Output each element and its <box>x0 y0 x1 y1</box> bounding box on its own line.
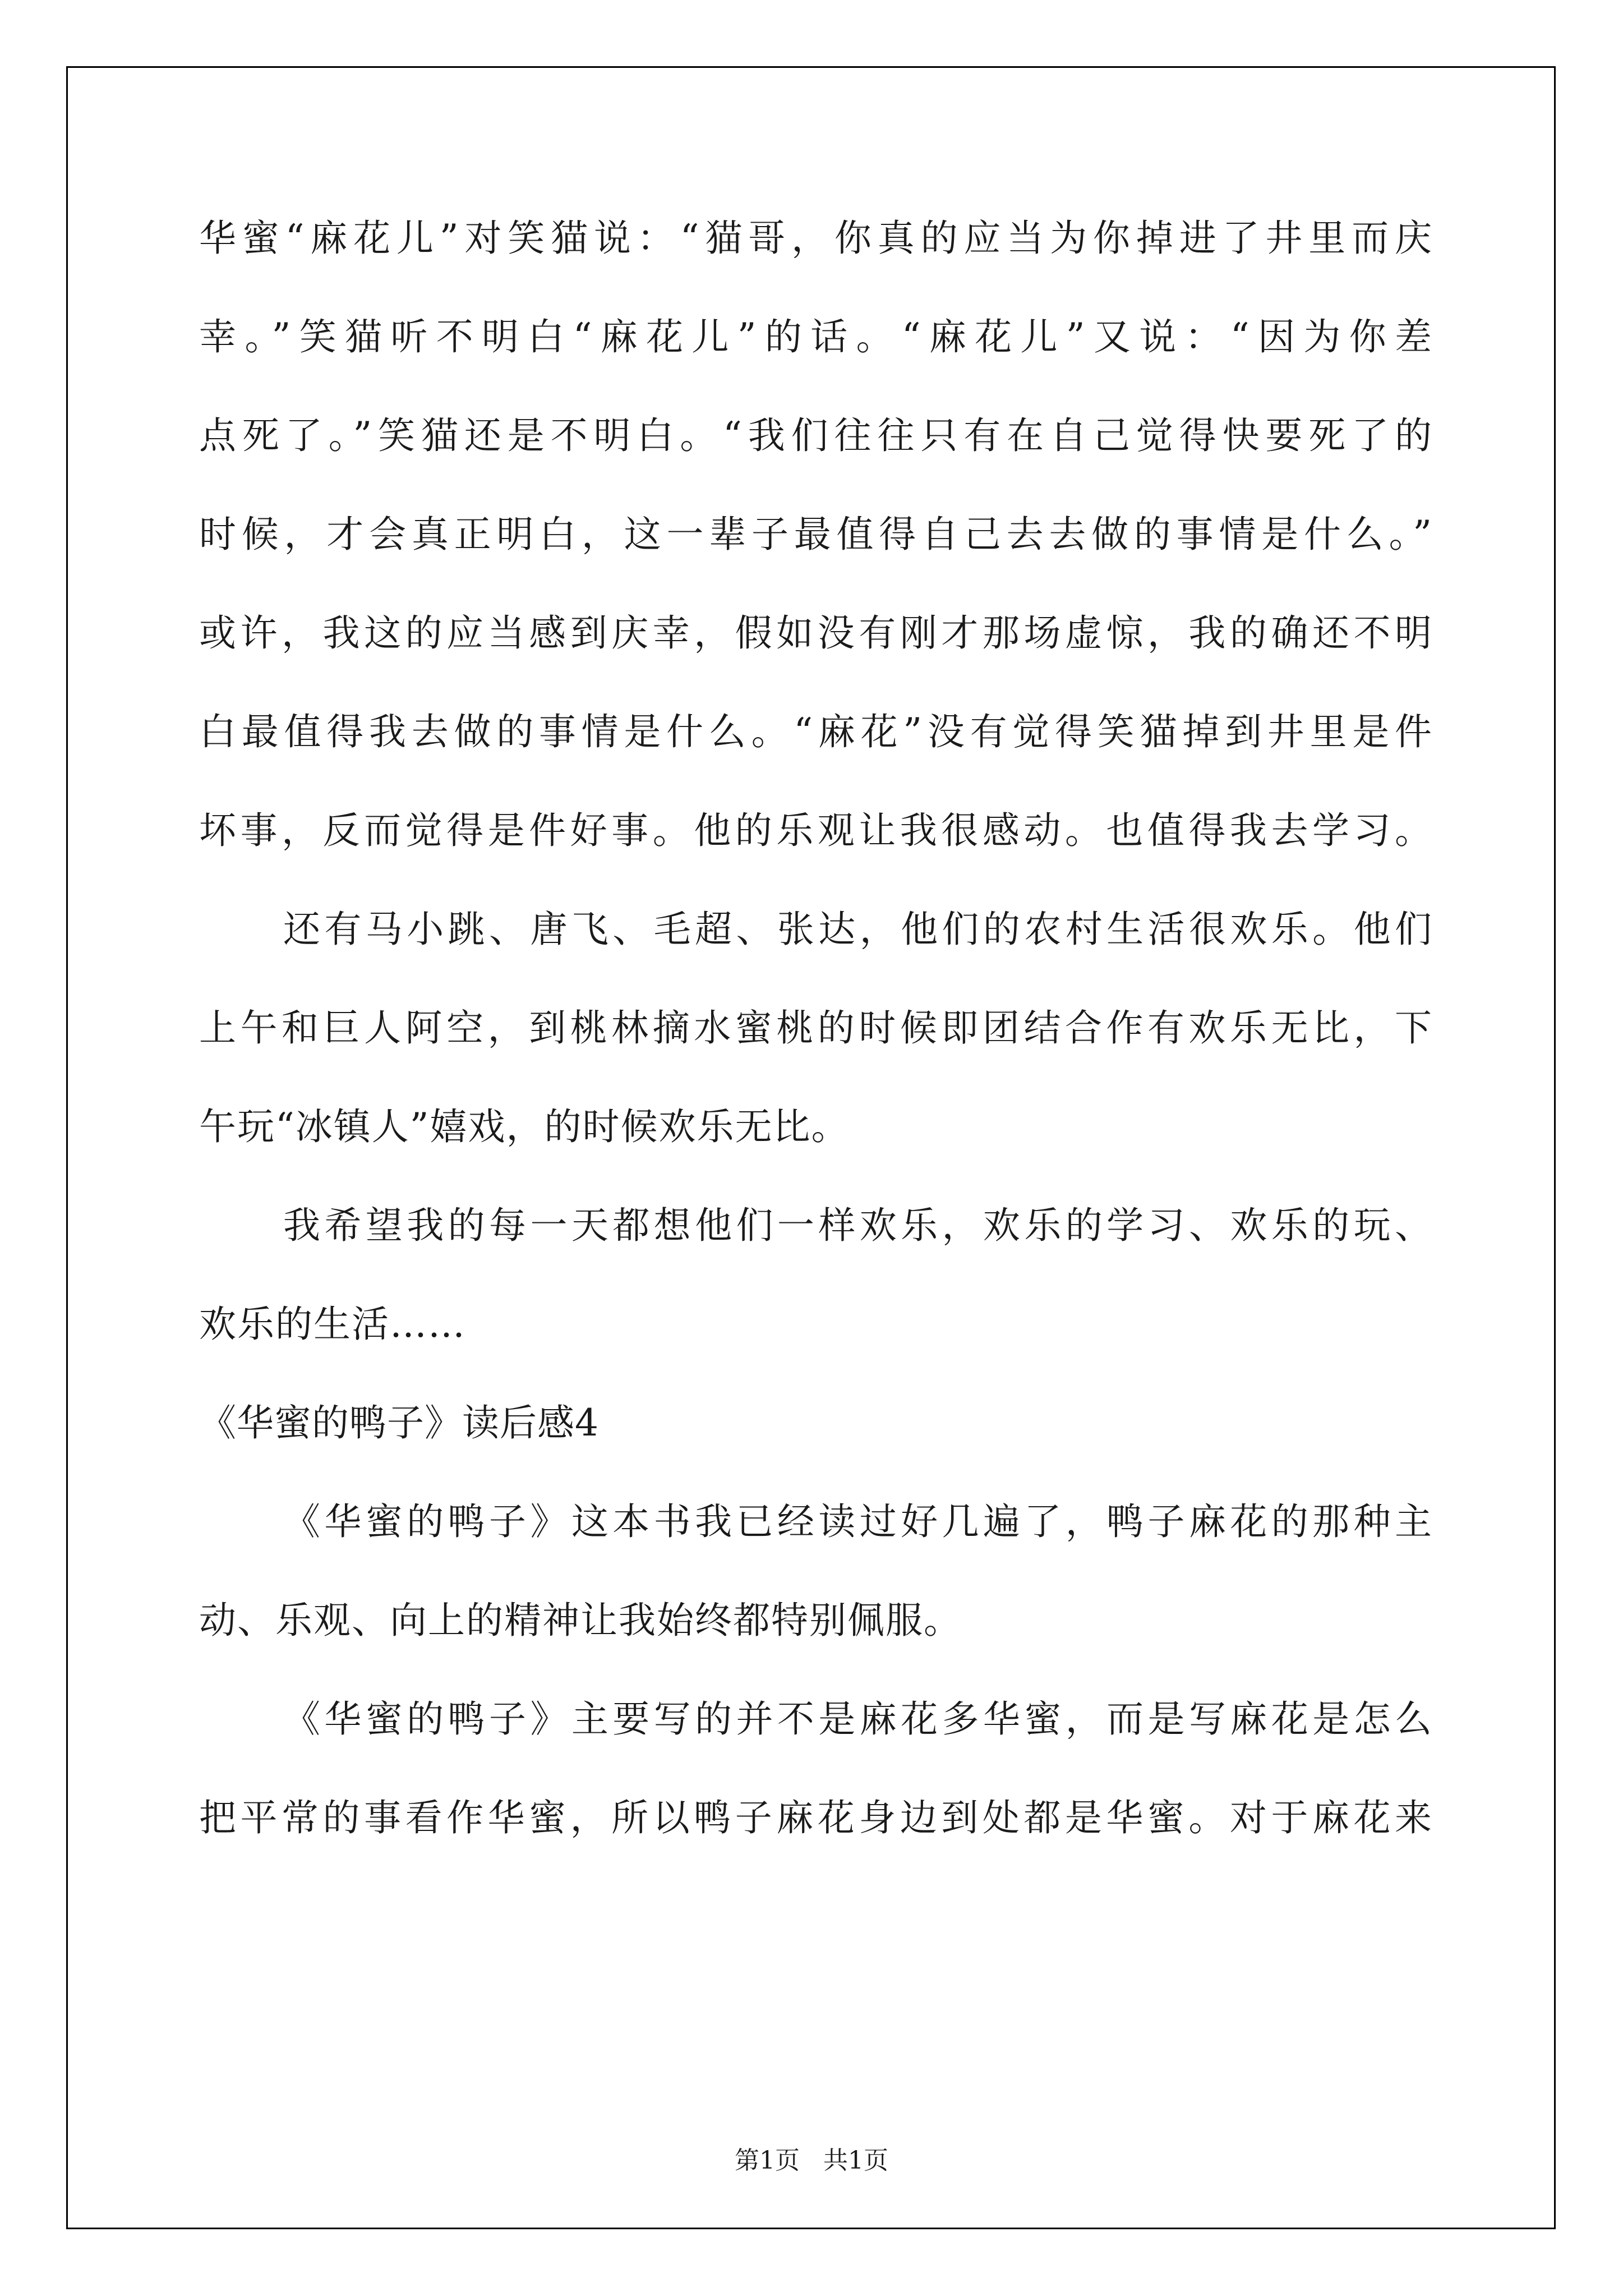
text-line: 上午和巨人阿空，到桃林摘水蜜桃的时候即团结合作有欢乐无比，下 <box>199 1006 1433 1050</box>
text-line: 时候，才会真正明白，这一辈子最值得自己去去做的事情是什么。” <box>199 513 1433 556</box>
text-line: 午玩“冰镇人”嬉戏，的时候欢乐无比。 <box>199 1105 850 1148</box>
paragraph-first-line: 《华蜜的鸭子》这本书我已经读过好几遍了，鸭子麻花的那种主 <box>283 1500 1433 1543</box>
text-line: 或许，我这的应当感到庆幸，假如没有刚才那场虚惊，我的确还不明 <box>199 611 1433 655</box>
text-line: 欢乐的生活…… <box>199 1303 466 1346</box>
text-line: 幸。”笑猫听不明白“麻花儿”的话。“麻花儿”又说：“因为你差 <box>199 315 1433 358</box>
section-heading: 《华蜜的鸭子》读后感4 <box>199 1401 599 1444</box>
text-line: 点死了。”笑猫还是不明白。“我们往往只有在自己觉得快要死了的 <box>199 414 1433 457</box>
text-line: 白最值得我去做的事情是什么。“麻花”没有觉得笑猫掉到井里是件 <box>199 710 1433 753</box>
paragraph-first-line: 还有马小跳、唐飞、毛超、张达，他们的农村生活很欢乐。他们 <box>283 908 1433 951</box>
text-line: 把平常的事看作华蜜，所以鸭子麻花身边到处都是华蜜。对于麻花来 <box>199 1796 1433 1839</box>
paragraph-first-line: 《华蜜的鸭子》主要写的并不是麻花多华蜜，而是写麻花是怎么 <box>283 1697 1433 1741</box>
text-line: 坏事，反而觉得是件好事。他的乐观让我很感动。也值得我去学习。 <box>199 809 1433 852</box>
page-number-footer: 第1页 共1页 <box>735 2146 888 2175</box>
text-line: 华蜜“麻花儿”对笑猫说：“猫哥，你真的应当为你掉进了井里而庆 <box>199 217 1433 260</box>
paragraph-first-line: 我希望我的每一天都想他们一样欢乐，欢乐的学习、欢乐的玩、 <box>283 1204 1433 1247</box>
text-line: 动、乐观、向上的精神让我始终都特别佩服。 <box>199 1599 962 1642</box>
